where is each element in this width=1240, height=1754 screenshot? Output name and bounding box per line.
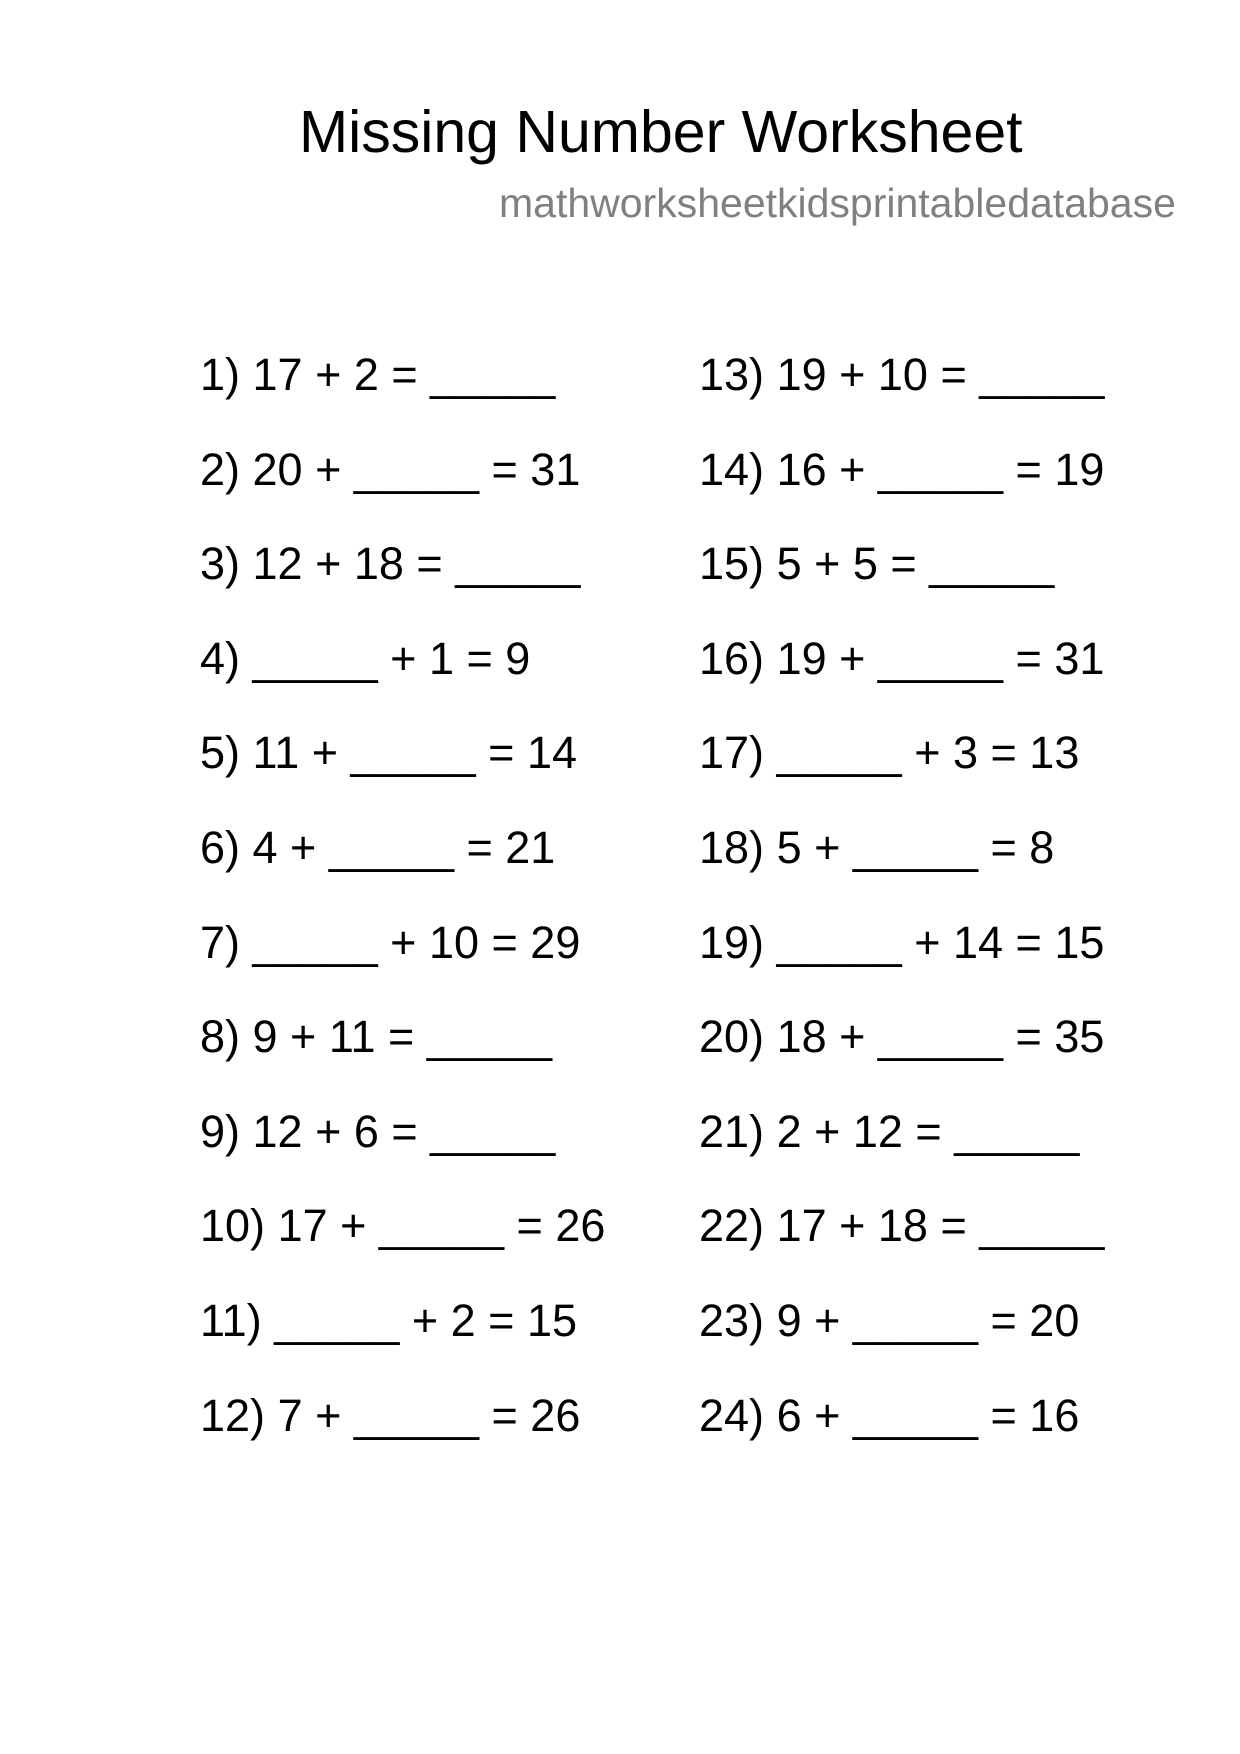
problem-expression: 11 + _____ = 14 — [252, 727, 578, 779]
problem-expression: 12 + 6 = _____ — [252, 1105, 556, 1157]
problem-item — [200, 1105, 605, 1200]
problem-column-left — [200, 348, 605, 1483]
problem-number: 6) — [200, 821, 241, 873]
problem-number: 9) — [200, 1105, 241, 1157]
problem-number: 10) — [200, 1200, 266, 1252]
problem-expression: 4 + _____ = 21 — [252, 821, 556, 873]
problem-expression: 17 + 2 = _____ — [252, 349, 556, 400]
problem-number: 7) — [200, 916, 241, 968]
worksheet-title: Missing Number Worksheet — [299, 99, 1023, 165]
problem-number: 22) — [699, 1200, 765, 1252]
site-watermark: mathworksheetkidsprintabledatabase — [499, 180, 1176, 226]
problem-expression: 6 + _____ = 16 — [776, 1389, 1080, 1441]
problem-column-right — [699, 348, 1104, 1483]
problem-number: 2) — [200, 443, 241, 495]
problem-number: 8) — [200, 1011, 241, 1063]
problem-expression: _____ + 3 = 13 — [776, 727, 1080, 779]
problem-item — [200, 348, 605, 443]
problem-number: 13) — [699, 349, 765, 400]
problem-expression: 18 + _____ = 35 — [776, 1011, 1105, 1063]
problem-expression: _____ + 14 = 15 — [776, 916, 1105, 968]
problem-expression: _____ + 10 = 29 — [252, 916, 581, 968]
problem-item — [200, 916, 605, 1011]
problem-number: 12) — [200, 1389, 266, 1441]
problem-number: 19) — [699, 916, 765, 968]
problem-number: 17) — [699, 727, 765, 779]
problem-expression: _____ + 2 = 15 — [274, 1294, 578, 1346]
problem-item — [699, 537, 1104, 632]
problem-expression: 17 + 18 = _____ — [776, 1200, 1105, 1252]
problem-number: 18) — [699, 821, 765, 873]
problem-number: 3) — [200, 538, 241, 590]
problem-number: 16) — [699, 632, 765, 684]
problem-number: 14) — [699, 443, 765, 495]
problem-expression: 17 + _____ = 26 — [277, 1200, 606, 1252]
problem-item — [699, 1010, 1104, 1105]
problem-expression: 9 + _____ = 20 — [776, 1294, 1080, 1346]
problem-number: 21) — [699, 1105, 765, 1157]
problem-item — [699, 348, 1104, 443]
problem-item — [699, 916, 1104, 1011]
problem-number: 24) — [699, 1389, 765, 1441]
problem-item — [699, 1389, 1104, 1484]
problem-expression: _____ + 1 = 9 — [252, 632, 531, 684]
problem-number: 11) — [200, 1294, 262, 1346]
problem-expression: 12 + 18 = _____ — [252, 538, 581, 590]
problem-item — [200, 821, 605, 916]
problem-expression: 5 + _____ = 8 — [776, 821, 1055, 873]
problem-expression: 16 + _____ = 19 — [776, 443, 1105, 495]
problem-number: 1) — [200, 349, 241, 400]
problem-expression: 19 + _____ = 31 — [776, 632, 1105, 684]
problem-item — [200, 1389, 605, 1484]
problem-expression: 7 + _____ = 26 — [277, 1389, 581, 1441]
problem-expression: 2 + 12 = _____ — [776, 1105, 1080, 1157]
problem-expression: 9 + 11 = _____ — [252, 1011, 552, 1063]
problem-number: 5) — [200, 727, 241, 779]
problem-item — [699, 1294, 1104, 1389]
problem-item — [699, 632, 1104, 727]
problem-number: 20) — [699, 1011, 765, 1063]
problem-item — [699, 443, 1104, 538]
problem-expression: 20 + _____ = 31 — [252, 443, 581, 495]
problem-item — [699, 1105, 1104, 1200]
problem-item — [200, 1010, 605, 1105]
problem-item — [200, 1199, 605, 1294]
problem-number: 23) — [699, 1294, 765, 1346]
problem-item — [200, 1294, 605, 1389]
problem-number: 4) — [200, 632, 241, 684]
problem-item — [699, 821, 1104, 916]
problem-item — [200, 726, 605, 821]
problem-item — [200, 443, 605, 538]
problem-expression: 5 + 5 = _____ — [776, 538, 1055, 590]
problem-item — [699, 1199, 1104, 1294]
problem-item — [200, 632, 605, 727]
problem-expression: 19 + 10 = _____ — [776, 349, 1105, 400]
problem-item — [200, 537, 605, 632]
problem-number: 15) — [699, 538, 765, 590]
problem-item — [699, 726, 1104, 821]
